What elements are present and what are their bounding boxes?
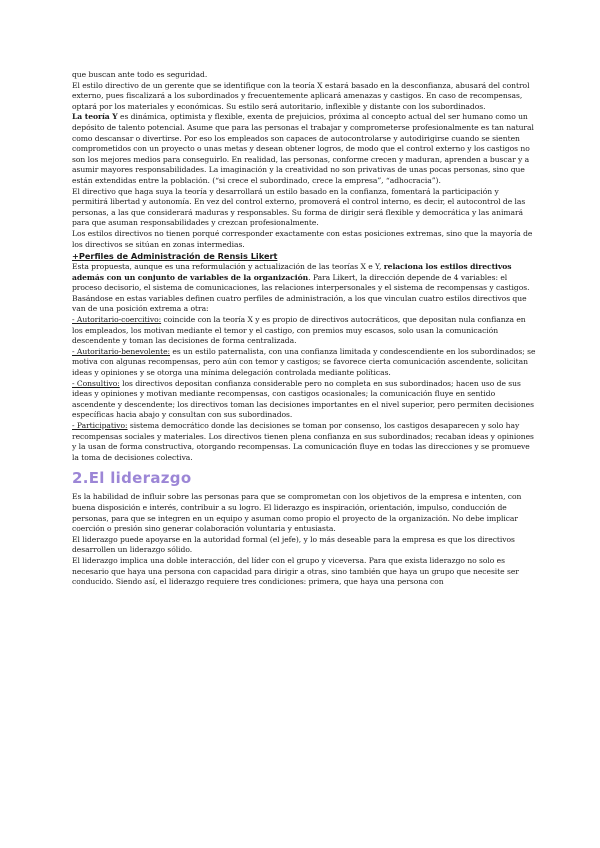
likert-item-label: - Autoritario-coercitivo: — [72, 315, 162, 325]
paragraph: que buscan ante todo es seguridad. — [72, 70, 208, 79]
likert-item-autoritario-coercitivo — [72, 315, 536, 347]
paragraph: Es la habilidad de influir sobre las personas para que se comprometan con los objetivos de la empresa e intenten, con buena disposición e interés, contribuir a su logro. El liderazgo es inspiración, orientación, impulso, conducción de personas, para que se integren en un equipo y asuman como propio el proyecto de la organización. No debe implicar coerción o presión sino generar colaboración voluntaria y entusiasta. — [72, 492, 522, 534]
teoria-y-paragraph — [72, 112, 536, 186]
teoria-y-lead: La teoría Y — [72, 112, 118, 122]
likert-item-text: coincide con la teoría X y es propio de directivos autocráticos, que depositan nula confianza en los empleados, los motivan mediante el temor y el castigo, con premios muy escasos, solo usan la comunicación descendente y toman las decisiones de forma centralizada. — [72, 315, 526, 346]
section-title: 2.El liderazgo — [72, 469, 192, 488]
paragraph: El liderazgo puede apoyarse en la autoridad formal (el jefe), y lo más deseable para la empresa es que los directivos desarrollen un liderazgo sólido. — [72, 534, 515, 555]
paragraph: El liderazgo implica una doble interacción, del líder con el grupo y viceversa. Para que exista liderazgo no solo es necesario que haya una persona con capacidad para dirigir a otras, sino también que haya un grupo que necesite ser conducido. Siendo así, el liderazgo requiere tres condiciones: primera, que haya una persona con — [72, 555, 519, 587]
likert-item-label: - Participativo: — [72, 421, 128, 430]
likert-item-text: los directivos depositan confianza considerable pero no completa en sus subordinados; hacen uso de sus ideas y opiniones y motivan mediante recompensas, con castigos ocasionales; la comunicación fluye en sentido ascendente y descendente; los directivos toman las decisiones importantes en el nivel superior, pero permiten decisiones específicas hacia abajo y consultan con sus subordinados. — [72, 378, 534, 420]
likert-item-text: es un estilo paternalista, con una confianza limitada y condescendiente en los subordinados; se motiva con algunas recompensas, pero aún con temor y castigos; se favorece cierta comunicación ascendente, solicitan ideas y opiniones y se otorga una mínima delegación controlada mediante políticas. — [72, 346, 536, 378]
likert-heading: +Perfiles de Administración de Rensis Likert — [72, 251, 278, 262]
likert-item-autoritario-benevolente — [72, 347, 536, 379]
likert-intro — [72, 262, 536, 315]
likert-intro-a: Esta propuesta, aunque es una reformulación y actualización de las teorías X e Y, — [72, 262, 384, 272]
paragraph: Los estilos directivos no tienen porqué corresponder exactamente con estas posiciones extremas, sino que la mayoría de los directivos se sitúan en zonas intermedias. — [72, 228, 533, 249]
likert-item-participativo — [72, 421, 536, 463]
likert-item-label: - Consultivo: — [72, 378, 120, 388]
likert-item-label: - Autoritario-benevolente: — [72, 346, 171, 356]
likert-intro-bold: relaciona los estilos directivos además con un conjunto de variables de la organización — [72, 262, 512, 282]
likert-intro-b: . Para Likert, la dirección depende de 4 variables: el proceso decisorio, el sistema de comunicaciones, las relaciones interpersonales y el sistema de recompensas y castigos. Basándose en estas variables definen cuatro perfiles de administración, a los que vinculan cuatro estilos directivos que van de una posición extrema a otra: — [72, 272, 530, 314]
paragraph: El directivo que haga suya la teoría y desarrollará un estilo basado en la confianza, fomentará la participación y permitirá libertad y autonomía. En vez del control externo, promoverá el control interno, es decir, el autocontrol de las personas, a las que considerará maduras y responsables. Su forma de dirigir será flexible y democrática y las animará para que asuman responsabilidades y crezcan profesionalmente. — [72, 186, 526, 228]
paragraph: El estilo directivo de un gerente que se identifique con la teoría X estará basado en la desconfianza, abusará del control externo, pues fiscalizará a los subordinados y frecuentemente aplicará amenazas y castigos. En caso de recompensas, optará por los materiales y económicas. Su estilo será autoritario, inflexible y distante con los subordinados. — [72, 80, 530, 111]
likert-item-text: sistema democrático donde las decisiones se toman por consenso, los castigos desaparecen y solo hay recompensas sociales y materiales. Los directivos tienen plena confianza en sus subordinados; recaban ideas y opiniones y la usan de forma constructiva, otorgando recompensas. La comunicación fluye en todas las direcciones y se promueve la toma de decisiones colectiva. — [72, 421, 534, 462]
likert-item-consultivo — [72, 379, 536, 421]
teoria-y-text: es dinámica, optimista y flexible, exenta de prejuicios, próxima al concepto actual del ser humano como un depósito de talento potencial. Asume que para las personas el trabajar y comprometerse profesionalmente es tan natural como descansar o divertirse. Por eso los empleados son capaces de autocontrolarse y autodirigirse cuando se sienten comprometidos con un proyecto o unas metas y desean obtener logros, de modo que el control externo y los castigos no son los mejores medios para conseguirlo. En realidad, las personas, conforme crecen y maduran, aprenden a buscar y a asumir mayores responsabilidades. La imaginación y la creatividad no son privativas de unas pocas personas, sino que están extendidas entre la población. (“si crece el subordinado, crece la empresa”, “adhocracia”). — [72, 112, 534, 185]
